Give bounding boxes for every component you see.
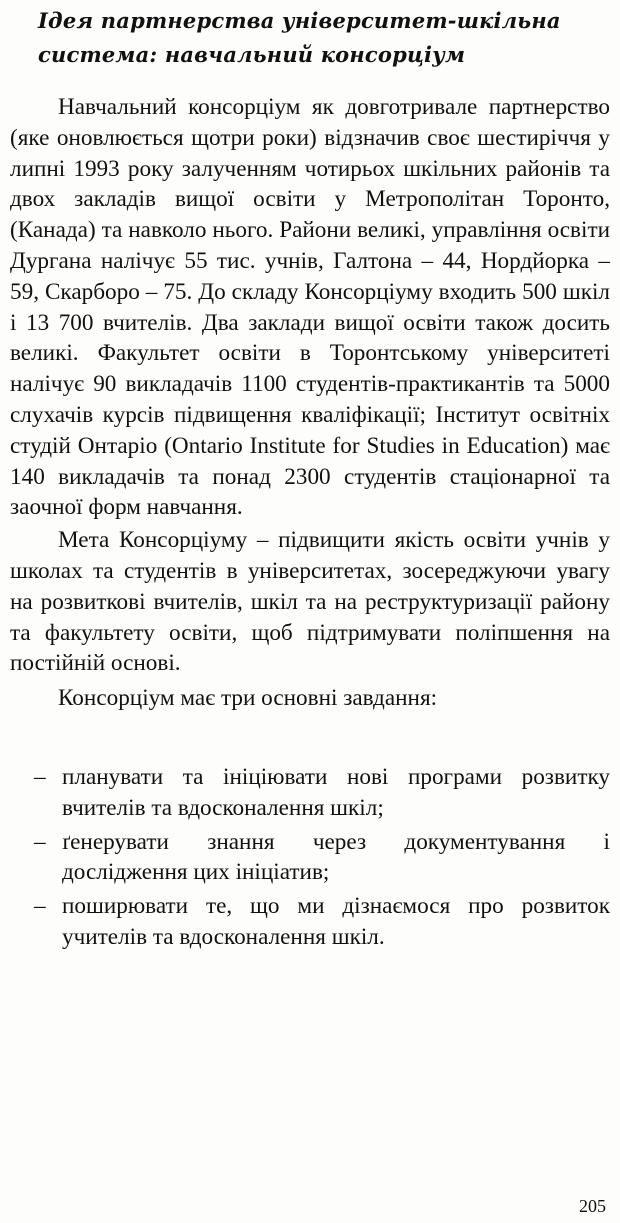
list-dash: – — [34, 828, 46, 855]
paragraph-consortium-goal: Мета Консорціуму – підвищити якість освіти учнів у школах та студентів в університетах, зосереджуючи увагу на розвиткові вчителів, шкіл та на реструктуризації району та факультету освіти, щоб підтримувати поліпшення на постійній основі. — [10, 527, 610, 677]
page-number: 205 — [579, 1196, 606, 1216]
tasks-list — [10, 762, 610, 953]
section-heading-line-1: Ідея партнерства університет-шкільна — [38, 8, 561, 33]
list-item-text: поширювати те, що ми дізнаємося про розвиток учителів та вдосконалення шкіл. — [62, 893, 610, 950]
section-heading-line-2: система: навчальний консорціум — [38, 42, 466, 67]
list-item — [10, 762, 610, 824]
body-text — [10, 92, 610, 956]
paragraph-consortium-overview: Навчальний консорціум як довготривале партнерство (яке оновлюється щотри роки) відзначив своє шестиріччя у липні 1993 року залученням чотирьох шкільних районів та двох закладів вищої освіти у Метрополітан Торонто, (Канада) та навколо нього. Райони великі, управління освіти Дургана налічує 55 тис. учнів, Галтона – 44, Нордйорка – 59, Скарборо – 75. До складу Консорціуму входить 500 шкіл і 13 700 вчителів. Два заклади вищої освіти також досить великі. Факультет освіти в Торонтському університеті налічує 90 викладачів 1100 студентів-практикантів та 5000 слухачів курсів підвищення кваліфікації; Інститут освітніх студій Онтаріо (Ontario Institute for Studies in Education) має 140 викладачів та понад 2300 студентів стаціонарної та заочної форм навчання. — [10, 94, 610, 521]
list-item — [10, 891, 610, 953]
list-item-text: ґенерувати знання через документування і дослідження цих ініціатив; — [62, 828, 610, 886]
list-dash: – — [34, 763, 46, 790]
paragraph-tasks-intro: Консорціум має три основні завдання: — [58, 685, 438, 712]
list-item — [10, 827, 610, 889]
list-dash: – — [34, 893, 46, 920]
section-heading — [38, 4, 598, 72]
list-item-text: планувати та ініціювати нові програми розвитку вчителів та вдосконалення шкіл; — [62, 763, 610, 821]
